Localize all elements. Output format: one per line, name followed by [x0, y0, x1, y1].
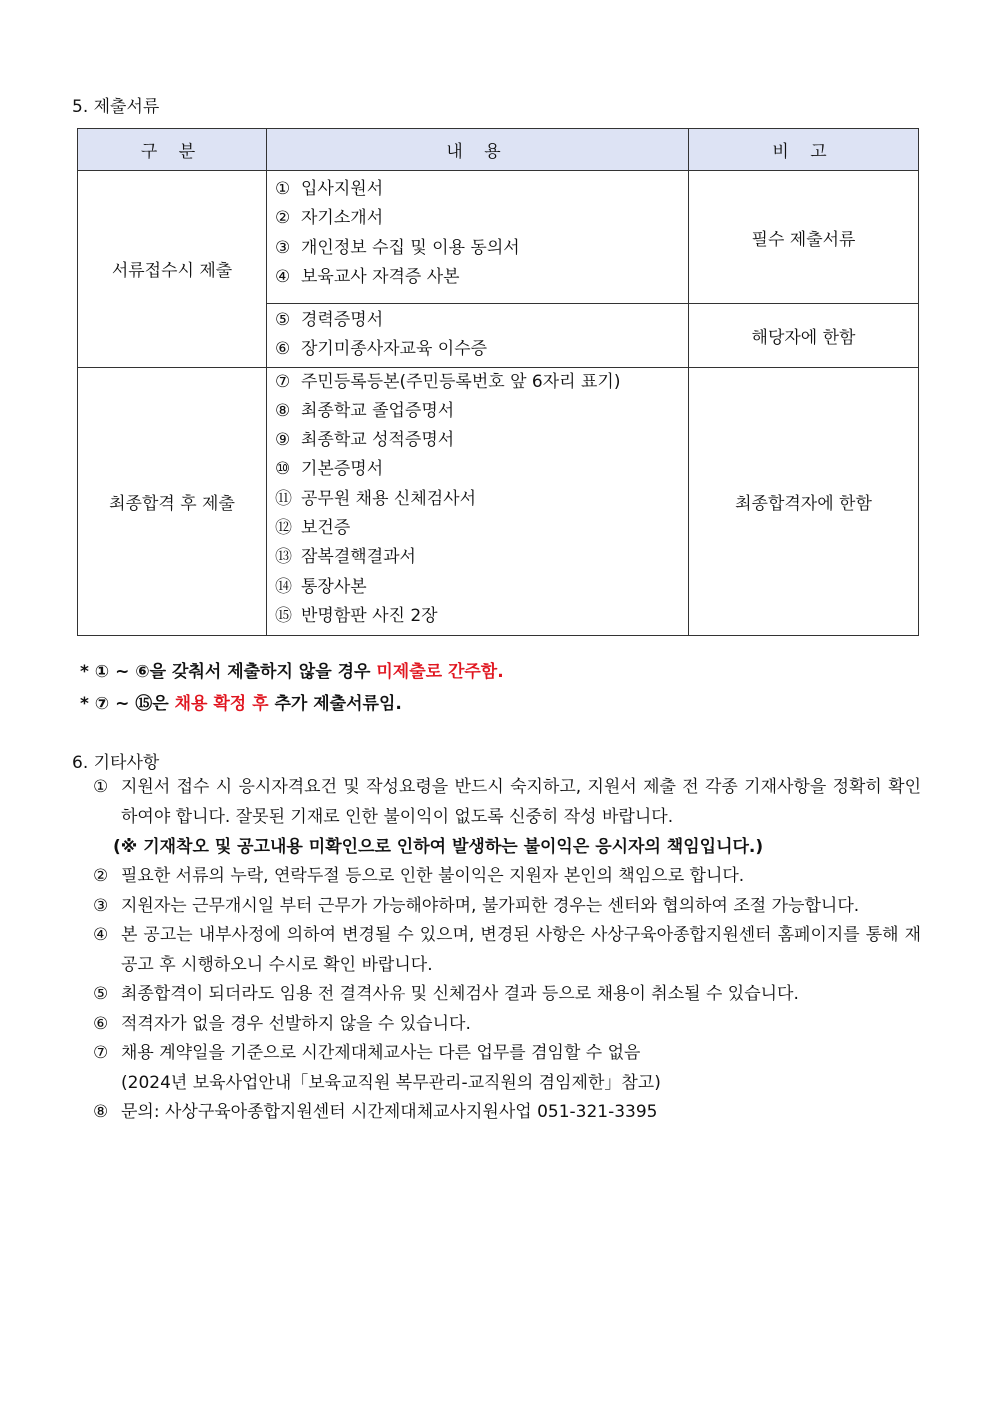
list-item: ⑥ 적격자가 없을 경우 선발하지 않을 수 있습니다.: [93, 1013, 471, 1034]
list-item: ⑧ 문의: 사상구육아종합지원센터 시간제대체교사지원사업 051-321-3395: [93, 1102, 658, 1122]
note-line: * ① ~ ⑥을 갖춰서 제출하지 않을 경우 미제출로 간주함.: [80, 662, 504, 682]
list-item: ⑥ 장기미종사자교육 이수증: [275, 339, 488, 360]
remarks-cell: 필수 제출서류: [689, 171, 919, 304]
section-6-title: 6. 기타사항: [72, 753, 160, 773]
other-notes-list: [93, 773, 921, 1128]
list-item: ④ 보육교사 자격증 사본: [275, 266, 460, 287]
list-item: ⑫ 보건증: [275, 518, 351, 539]
submission-notes: [80, 656, 504, 720]
list-item: ⑤ 최종합격이 되더라도 임용 전 결격사유 및 신체검사 결과 등으로 채용이 취소될 수 있습니다.: [93, 984, 799, 1004]
list-item: ① 지원서 접수 시 응시자격요건 및 작성요령을 반드시 숙지하고, 지원서 제출 전 각종 기재사항을 정확히 확인하여야 합니다. 잘못된 기재로 인한 불이익이 없도록 신중히 작성 바랍니다.: [93, 777, 921, 827]
header-content: 내 용: [267, 129, 689, 171]
header-category: 구 분: [78, 129, 267, 171]
list-item: ⑭ 통장사본: [275, 576, 367, 597]
list-item: ④ 본 공고는 내부사정에 의하여 변경될 수 있으며, 변경된 사항은 사상구육아종합지원센터 홈페이지를 통해 재공고 후 시행하오니 수시로 확인 바랍니다.: [93, 925, 921, 975]
list-item: ⑤ 경력증명서: [275, 310, 384, 330]
list-item: ③ 개인정보 수집 및 이용 동의서: [275, 237, 520, 258]
list-item: ⑦ 채용 계약일을 기준으로 시간제대체교사는 다른 업무를 겸임할 수 없음: [93, 1043, 641, 1063]
list-item: ⑨ 최종학교 성적증명서: [275, 430, 455, 451]
items-cell: [267, 304, 689, 368]
list-item: ⑩ 기본증명서: [275, 459, 384, 480]
list-item: ① 입사지원서: [275, 179, 384, 199]
header-remarks: 비 고: [689, 129, 919, 171]
list-item: ⑦ 주민등록등본(주민등록번호 앞 6자리 표기): [275, 371, 621, 392]
submission-documents-table: [77, 128, 919, 636]
list-item: ② 필요한 서류의 누락, 연락두절 등으로 인한 불이익은 지원자 본인의 책임으로 합니다.: [93, 866, 745, 886]
note-line: * ⑦ ~ ⑮은 채용 확정 후 추가 제출서류임.: [80, 694, 402, 714]
list-item: ⑮ 반명함판 사진 2장: [275, 605, 438, 626]
table-row: [78, 367, 919, 636]
section-5-title: 5. 제출서류: [72, 97, 160, 117]
table-header-row: [78, 129, 919, 171]
remarks-cell: 해당자에 한함: [689, 304, 919, 368]
category-cell: 최종합격 후 제출: [78, 367, 267, 636]
list-item: ② 자기소개서: [275, 208, 384, 229]
items-cell: [267, 367, 689, 636]
remarks-cell: 최종합격자에 한함: [689, 367, 919, 636]
items-cell: [267, 171, 689, 304]
list-item: ⑪ 공무원 채용 신체검사서: [275, 488, 477, 509]
warning-note: (※ 기재착오 및 공고내용 미확인으로 인하여 발생하는 불이익은 응시자의 책임입니다.): [113, 837, 764, 857]
category-cell: 서류접수시 제출: [78, 171, 267, 368]
reference-note: (2024년 보육사업안내「보육교직원 복무관리-교직원의 겸임제한」참고): [121, 1072, 661, 1093]
list-item: ⑬ 잠복결핵결과서: [275, 547, 416, 568]
table-row: [78, 171, 919, 304]
list-item: ⑧ 최종학교 졸업증명서: [275, 400, 455, 421]
list-item: ③ 지원자는 근무개시일 부터 근무가 가능해야하며, 불가피한 경우는 센터와 협의하여 조절 가능합니다.: [93, 895, 860, 916]
